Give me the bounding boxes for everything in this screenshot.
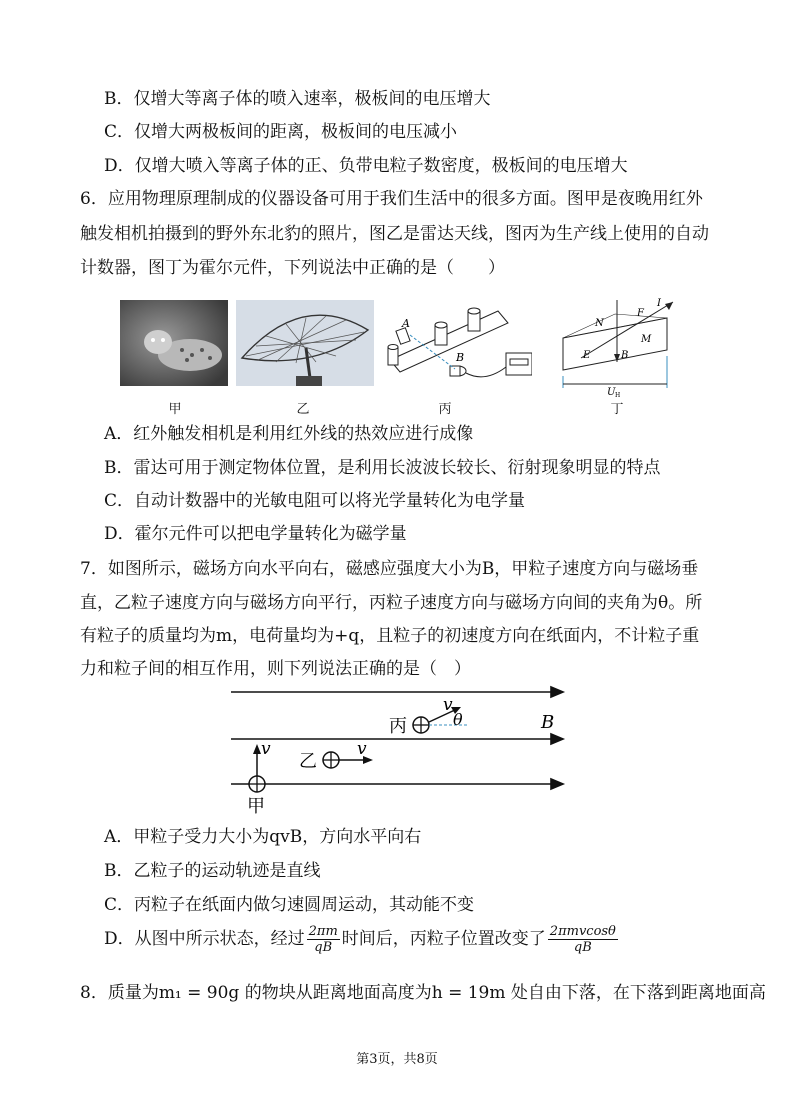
q5-option-c: C．仅增大两极板间的距离，极板间的电压减小 [104, 122, 458, 142]
q7-stem-line2: 直，乙粒子速度方向与磁场方向平行，丙粒子速度方向与磁场方向间的夹角为θ。所 [80, 593, 703, 613]
radar-antenna-photo [236, 300, 374, 386]
yi-label: 乙 [299, 751, 317, 772]
fraction-numerator: 2πm [308, 924, 338, 939]
hall-label-i: I [657, 298, 661, 309]
page-footer: 第3页，共8页 [356, 1052, 438, 1067]
q7-option-b: B．乙粒子的运动轨迹是直线 [104, 861, 321, 881]
q6-option-d: D．霍尔元件可以把电学量转化为磁学量 [104, 524, 407, 544]
fraction-denominator: qB [573, 940, 592, 955]
q7-option-d-middle: 时间后，丙粒子位置改变了 [341, 929, 546, 949]
fraction-denominator: qB [314, 940, 333, 955]
q7-stem-line1: 7．如图所示，磁场方向水平向右，磁感应强度大小为B，甲粒子速度方向与磁场垂 [80, 559, 699, 579]
hall-label-n: N [595, 318, 604, 329]
field-label-b: B [541, 712, 555, 733]
q6-option-c: C．自动计数器中的光敏电阻可以将光学量转化为电学量 [104, 491, 526, 511]
hall-label-m: M [641, 334, 652, 345]
q6-option-b: B．雷达可用于测定物体位置，是利用长波波长较长、衍射现象明显的特点 [104, 458, 661, 478]
caption-yi: 乙 [296, 402, 310, 417]
q5-option-d: D．仅增大喷入等离子体的正、负带电粒子数密度，极板间的电压增大 [104, 156, 628, 176]
magnetic-field-diagram [225, 680, 575, 820]
yi-velocity-label: v [357, 739, 367, 759]
caption-ding: 丁 [610, 402, 624, 417]
q6-stem-line1: 6．应用物理原理制成的仪器设备可用于我们生活中的很多方面。图甲是夜晚用红外 [80, 189, 703, 209]
hall-element-diagram [555, 294, 679, 398]
hall-label-f: F [637, 308, 644, 319]
q7-option-d-fraction-displacement [548, 924, 618, 955]
jia-velocity-label: v [261, 739, 271, 759]
theta-label: θ [453, 710, 463, 729]
q8-stem-line1: 8．质量为m₁ = 90g 的物块从距离地面高度为h = 19m 处自由下落，在下落到距离地面高 [80, 983, 766, 1003]
counter-label-b: B [456, 351, 465, 364]
leopard-photo [120, 300, 228, 386]
q7-option-d-prefix: D．从图中所示状态，经过 [104, 929, 305, 949]
hall-label-u-sub: H [615, 392, 621, 398]
q5-option-b: B．仅增大等离子体的喷入速率，极板间的电压增大 [104, 89, 491, 109]
hall-label-e: E [583, 350, 591, 361]
counter-label-a: A [402, 317, 410, 330]
hall-label-u: U [607, 387, 616, 398]
fraction-numerator: 2πmvcosθ [549, 924, 616, 939]
q7-stem-line3: 有粒子的质量均为m，电荷量均为+q，且粒子的初速度方向在纸面内，不计粒子重 [80, 626, 700, 646]
q6-stem-line2: 触发相机拍摄到的野外东北豹的照片，图乙是雷达天线，图丙为生产线上使用的自动 [80, 224, 709, 244]
q7-option-d [104, 924, 620, 955]
q6-option-a: A．红外触发相机是利用红外线的热效应进行成像 [104, 424, 474, 444]
hall-label-bfield: B [621, 350, 629, 361]
q7-option-c: C．丙粒子在纸面内做匀速圆周运动，其动能不变 [104, 895, 475, 915]
bing-label: 丙 [389, 716, 407, 737]
q7-option-a: A．甲粒子受力大小为qvB，方向水平向右 [104, 827, 422, 847]
caption-jia: 甲 [168, 402, 182, 417]
q7-option-d-fraction-time [307, 924, 340, 955]
auto-counter-diagram [380, 305, 532, 389]
bing-velocity-label: v [443, 695, 453, 715]
caption-bing: 丙 [438, 402, 452, 417]
q7-stem-line4: 力和粒子间的相互作用，则下列说法正确的是（ ） [80, 659, 471, 679]
jia-label: 甲 [247, 796, 265, 817]
q6-stem-line3: 计数器，图丁为霍尔元件，下列说法中正确的是（ ） [80, 258, 505, 278]
